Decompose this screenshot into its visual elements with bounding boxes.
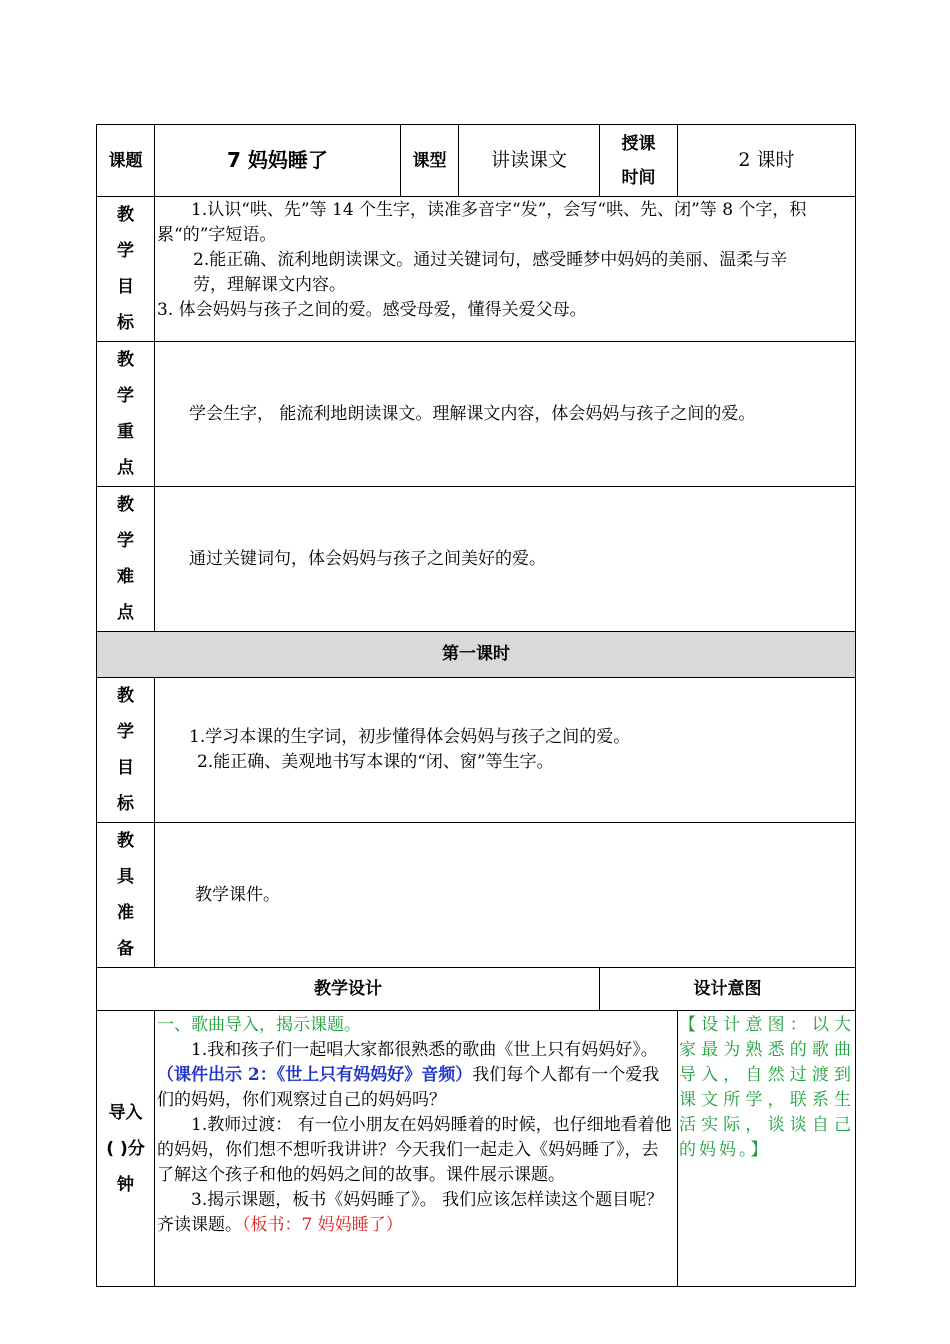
- design-header-row: [97, 968, 856, 1011]
- prep-text: 教学课件。: [155, 823, 856, 968]
- design-intent-text: 【设计意图：以大家最为熟悉的歌曲导入，自然过渡到课文所学，联系生活实际，谈谈自己的妈妈。】: [678, 1011, 856, 1287]
- lesson1-title: 第一课时: [97, 632, 856, 678]
- stage-label-line-3: 钟: [117, 1174, 134, 1195]
- p1-text-a: 1.我和孩子们一起唱大家都很熟悉的歌曲《世上只有妈妈好》。: [191, 1040, 658, 1060]
- goal-item-1: 1.认识“哄、先”等 14 个生字，读准多音字“发”，会写“哄、先、闭”等 8 个字，积累“的”字短语。: [157, 200, 807, 245]
- intent-column-header: 设计意图: [600, 968, 856, 1011]
- lesson1-title-row: [97, 632, 856, 678]
- lead-in-content: [155, 1011, 678, 1287]
- lead-in-paragraph-1: [157, 1038, 675, 1113]
- lead-in-paragraph-2: 1.教师过渡： 有一位小朋友在妈妈睡着的时候，也仔细地看着他的妈妈，你们想不想听我讲讲？今天我们一起走入《妈妈睡了》，去了解这个孩子和他的妈妈之间的故事。课件展示课题。: [157, 1115, 672, 1185]
- time-value: 2 课时: [678, 125, 856, 197]
- goal-item-3: 3. 体会妈妈与孩子之间的爱。感受母爱，懂得关爱父母。: [157, 300, 587, 320]
- time-label: 授课时间: [600, 125, 678, 197]
- p1-text-c: 我们每个人都有一个爱我们的妈妈，你们观察过自己的妈妈吗？: [157, 1065, 660, 1110]
- stage-label-line-1: 导入: [108, 1102, 143, 1123]
- stage-label: [97, 1011, 155, 1287]
- goals-row: [97, 197, 856, 342]
- type-value: 讲读课文: [459, 125, 600, 197]
- key-points-label: 教学重点: [97, 342, 155, 487]
- lesson1-goals-row: [97, 678, 856, 823]
- lead-in-paragraph-3: [157, 1188, 675, 1238]
- topic-label: 课题: [97, 125, 155, 197]
- difficulties-row: [97, 487, 856, 632]
- prep-row: [97, 823, 856, 968]
- goals-label: 教学目标: [97, 197, 155, 342]
- design-column-header: 教学设计: [97, 968, 600, 1011]
- lesson1-goals-content: [155, 678, 856, 823]
- topic-value: 7 妈妈睡了: [155, 125, 401, 197]
- difficulties-label: 教学难点: [97, 487, 155, 632]
- stage-label-line-2: ( )分: [106, 1138, 145, 1159]
- lesson1-goal-1: 1.学习本课的生字词，初步懂得体会妈妈与孩子之间的爱。: [189, 727, 631, 747]
- blackboard-note: （板书：7 妈妈睡了）: [242, 1215, 403, 1235]
- header-row: [97, 125, 856, 197]
- key-points-row: [97, 342, 856, 487]
- goals-content: [155, 197, 856, 342]
- difficulties-text: 通过关键词句，体会妈妈与孩子之间美好的爱。: [155, 487, 856, 632]
- prep-label: 教具准备: [97, 823, 155, 968]
- lesson-plan-table: [96, 124, 856, 1287]
- type-label: 课型: [401, 125, 459, 197]
- p3-text-a: 3.揭示课题，板书《妈妈睡了》。 我们应该怎样读这个题目呢？齐读课题。: [157, 1190, 664, 1235]
- courseware-audio-note: （课件出示 2：《世上只有妈妈好》音频）: [157, 1065, 473, 1085]
- lesson1-goals-label: 教学目标: [97, 678, 155, 823]
- lesson1-goal-2: 2.能正确、美观地书写本课的“闭、窗”等生字。: [197, 752, 554, 772]
- lead-in-heading: 一、歌曲导入，揭示课题。: [157, 1015, 361, 1035]
- key-points-text: 学会生字， 能流利地朗读课文。理解课文内容，体会妈妈与孩子之间的爱。: [155, 342, 856, 487]
- lead-in-row: [97, 1011, 856, 1287]
- goal-item-2: 2.能正确、流利地朗读课文。通过关键词句，感受睡梦中妈妈的美丽、温柔与辛劳，理解课文内容。: [193, 250, 788, 295]
